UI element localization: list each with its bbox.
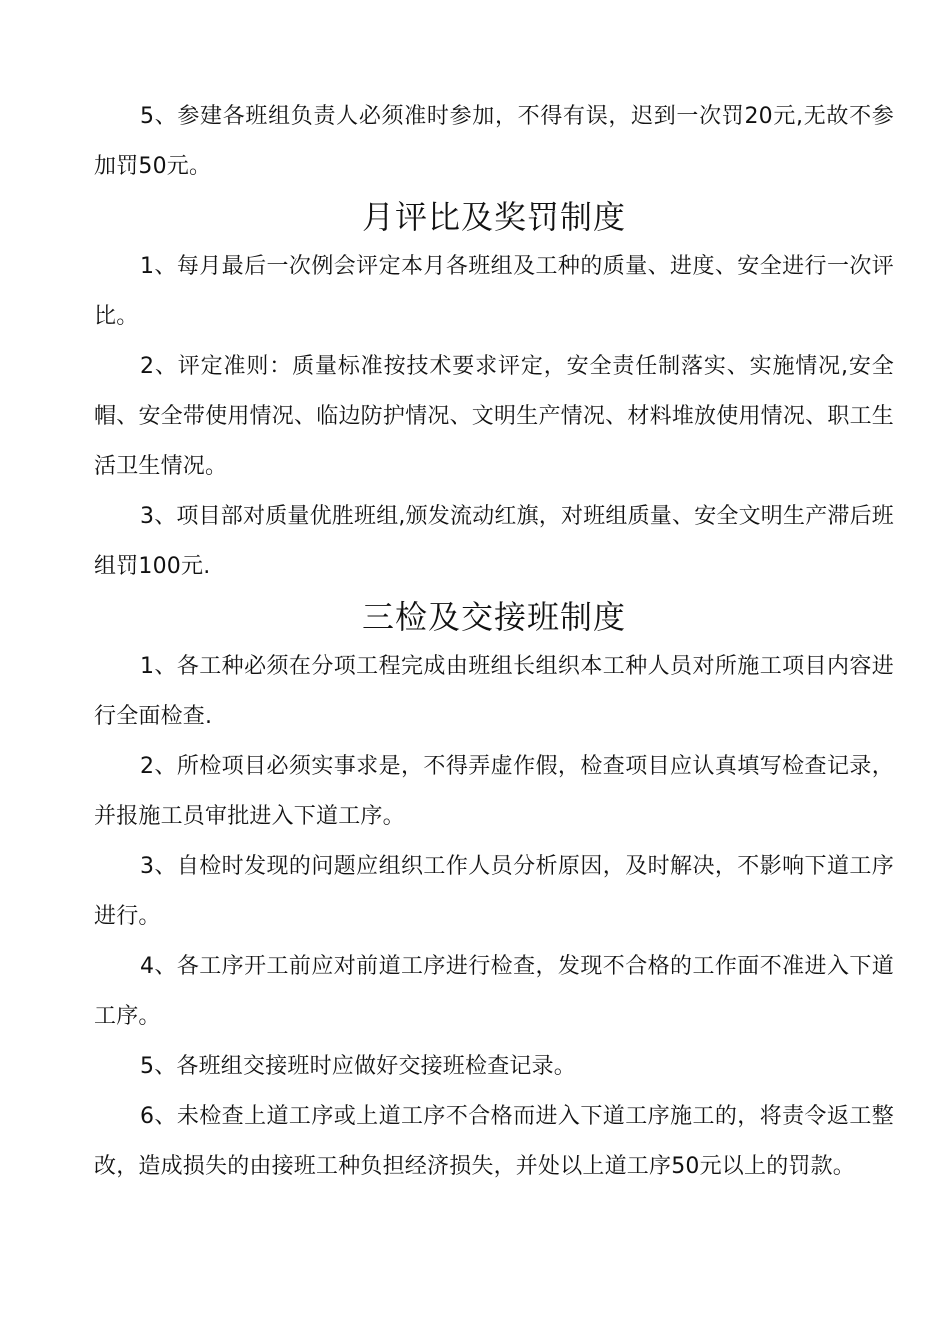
- section2-item-1: 1、各工种必须在分项工程完成由班组长组织本工种人员对所施工项目内容进行全面检查.: [94, 654, 894, 729]
- section1-item-3: 3、项目部对质量优胜班组,颁发流动红旗，对班组质量、安全文明生产滞后班组罚100元.: [94, 504, 894, 579]
- section2-item-6: 6、未检查上道工序或上道工序不合格而进入下道工序施工的，将责令返工整改，造成损失的由接班工种负担经济损失，并处以上道工序50元以上的罚款。: [94, 1104, 894, 1179]
- section1-item-1: 1、每月最后一次例会评定本月各班组及工种的质量、进度、安全进行一次评比。: [94, 254, 894, 329]
- section2-item-3: 3、自检时发现的问题应组织工作人员分析原因，及时解决，不影响下道工序进行。: [94, 854, 894, 929]
- intro-item-5: 5、参建各班组负责人必须准时参加，不得有误，迟到一次罚20元,无故不参加罚50元。: [94, 104, 894, 179]
- section1-item-2: 2、评定准则：质量标准按技术要求评定，安全责任制落实、实施情况,安全帽、安全带使用情况、临边防护情况、文明生产情况、材料堆放使用情况、职工生活卫生情况。: [94, 354, 894, 479]
- section2-item-4: 4、各工序开工前应对前道工序进行检查，发现不合格的工作面不准进入下道工序。: [94, 954, 894, 1029]
- document-page: [94, 92, 894, 1192]
- section2-item-2: 2、所检项目必须实事求是，不得弄虚作假，检查项目应认真填写检查记录，并报施工员审批进入下道工序。: [94, 754, 894, 829]
- section-title-three-inspections: 三检及交接班制度: [361, 598, 626, 636]
- section2-item-5: 5、各班组交接班时应做好交接班检查记录。: [140, 1054, 576, 1079]
- section-title-monthly-evaluation: 月评比及奖罚制度: [361, 198, 626, 236]
